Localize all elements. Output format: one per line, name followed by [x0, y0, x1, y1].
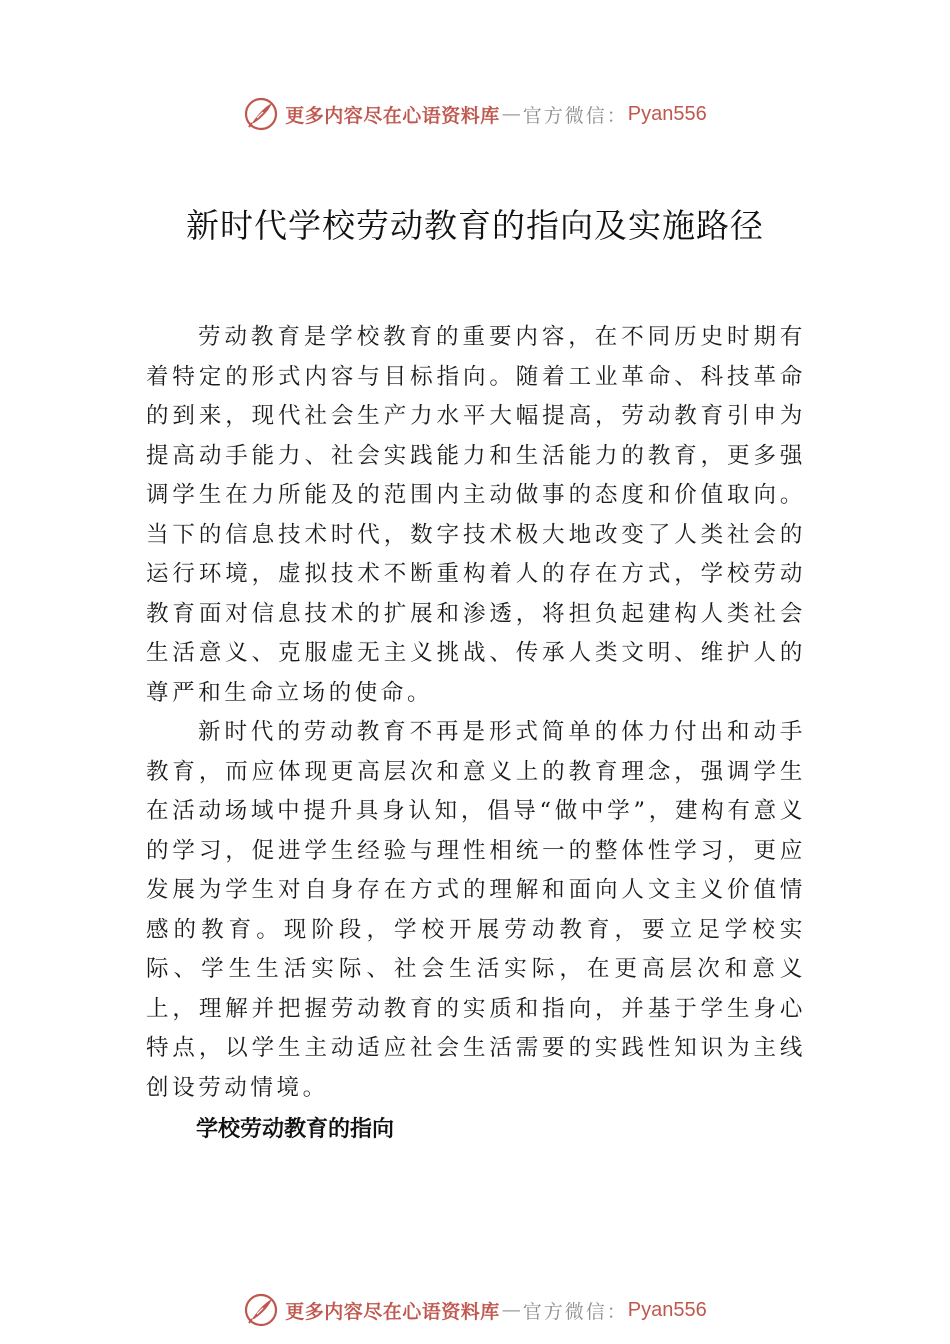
quill-pen-logo-icon — [243, 96, 279, 132]
section-heading: 学校劳动教育的指向 — [196, 1117, 395, 1142]
quill-pen-logo-icon — [243, 1292, 279, 1328]
brand-text: 更多内容尽在心语资料库 — [285, 104, 500, 127]
brand-text: 更多内容尽在心语资料库 — [285, 1300, 500, 1323]
wechat-label: 官方微信： — [522, 1300, 628, 1323]
paragraph-2: 新时代的劳动教育不再是形式简单的体力付出和动手教育，而应体现更高层次和意义上的教育理念，强调学生在活动场域中提升具身认知，倡导“做中学”，建构有意义的学习，促进学生经验与理性相统一的整体性学习，更应发展为学生对自身存在方式的理解和面向人文主义价值情感的教育。现阶段，学校开展劳动教育，要立足学校实际、学生生活实际、社会生活实际，在更高层次和意义上，理解并把握劳动教育的实质和指向，并基于学生身心特点，以学生主动适应社会生活需要的实践性知识为主线创设劳动情境。 — [146, 719, 806, 1101]
footer-banner — [0, 1290, 950, 1330]
document-title: 新时代学校劳动教育的指向及实施路径 — [186, 206, 764, 245]
header-banner — [0, 94, 950, 134]
banner-dash: — — [501, 1299, 521, 1321]
wechat-label: 官方微信： — [522, 104, 628, 127]
wechat-id: Pyan556 — [627, 1298, 707, 1321]
paragraph-1: 劳动教育是学校教育的重要内容，在不同历史时期有着特定的形式内容与目标指向。随着工业革命、科技革命的到来，现代社会生产力水平大幅提高，劳动教育引申为提高动手能力、社会实践能力和生活能力的教育，更多强调学生在力所能及的范围内主动做事的态度和价值取向。当下的信息技术时代，数字技术极大地改变了人类社会的运行环境，虚拟技术不断重构着人的存在方式，学校劳动教育面对信息技术的扩展和渗透，将担负起建构人类社会生活意义、克服虚无主义挑战、传承人类文明、维护人的尊严和生命立场的使命。 — [146, 324, 806, 706]
banner-dash: — — [501, 103, 521, 125]
document-body — [146, 318, 806, 1150]
wechat-id: Pyan556 — [627, 102, 707, 125]
